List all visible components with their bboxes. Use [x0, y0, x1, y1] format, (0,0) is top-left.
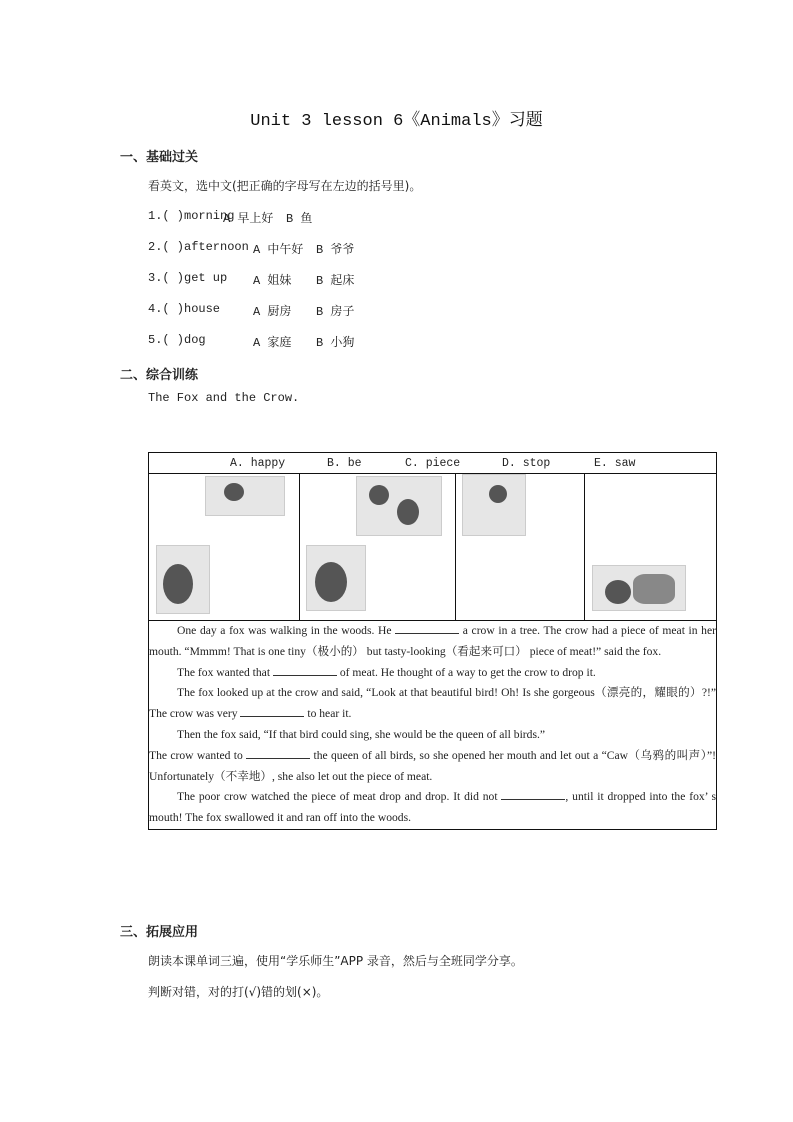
story-paragraph-6: The poor crow watched the piece of meat drop and drop. It did not , until it dropped into the fox’ s mouth! The fox swallowed it and ran off into the woods. [149, 790, 717, 825]
option-d: D. stop [502, 457, 551, 470]
option-b: B. be [327, 457, 362, 470]
word-bank [149, 453, 717, 474]
option-a: A. happy [230, 457, 286, 470]
story-paragraph-5: The crow wanted to the queen of all birds, so she opened her mouth and let out a “Caw（乌鸦的叫声）”! Unfortunately（不幸地）, she also let out the piece of meat. [149, 748, 716, 783]
blank-2[interactable] [273, 664, 337, 676]
crow-illustration [205, 476, 285, 516]
section-1-heading: 一、基础过关 [120, 150, 199, 165]
story-text [149, 621, 717, 830]
section-1-instruction: 看英文，选中文(把正确的字母写在左边的括号里)。 [148, 179, 422, 193]
fox-talking-illustration [306, 545, 366, 611]
question-3: 3.( )get up A 姐妹 B 起床 [148, 271, 355, 288]
question-1: 1.( )morning A 早上好 B 鱼 [148, 209, 313, 226]
crow-singing-illustration [462, 474, 526, 536]
story-paragraph-3: The fox looked up at the crow and said, “Look at that beautiful bird! Oh! Is she gorgeous（漂亮的，耀眼的）?!” The crow was very to hear it. [149, 686, 716, 721]
question-5: 5.( )dog A 家庭 B 小狗 [148, 333, 355, 350]
crow-sun-illustration [356, 476, 442, 536]
story-title: The Fox and the Crow. [148, 391, 300, 405]
section-3-line-2: 判断对错，对的打(√)错的划(×)。 [148, 985, 329, 999]
story-paragraph-1: One day a fox was walking in the woods. He a crow in a tree. The crow had a piece of meat in her mouth. “Mmmm! That is one tiny（极小的） but tasty-looking（看起来可口） piece of meat!” said the fox. [149, 624, 716, 658]
option-e: E. saw [594, 457, 636, 470]
story-table [148, 452, 717, 830]
blank-1[interactable] [395, 622, 459, 634]
picture-cell-3 [456, 474, 585, 621]
section-3-heading: 三、拓展应用 [120, 925, 199, 940]
question-4: 4.( )house A 厨房 B 房子 [148, 302, 355, 319]
option-c: C. piece [405, 457, 461, 470]
blank-5[interactable] [501, 788, 565, 800]
picture-cell-4 [585, 474, 717, 621]
picture-cell-2 [300, 474, 456, 621]
story-paragraph-4: Then the fox said, “If that bird could sing, she would be the queen of all birds.” [177, 727, 546, 741]
question-2: 2.( )afternoon A 中午好 B 爷爷 [148, 240, 355, 257]
picture-cell-1 [149, 474, 300, 621]
fox-illustration [156, 545, 210, 614]
story-paragraph-2: The fox wanted that of meat. He thought of a way to get the crow to drop it. [177, 665, 596, 679]
section-2-heading: 二、综合训练 [120, 368, 199, 383]
fox-running-illustration [592, 565, 686, 611]
blank-3[interactable] [240, 705, 304, 717]
section-3-line-1: 朗读本课单词三遍，使用“学乐师生”APP 录音，然后与全班同学分享。 [148, 954, 523, 968]
blank-4[interactable] [246, 747, 310, 759]
page-title: Unit 3 lesson 6《Animals》习题 [250, 112, 543, 131]
